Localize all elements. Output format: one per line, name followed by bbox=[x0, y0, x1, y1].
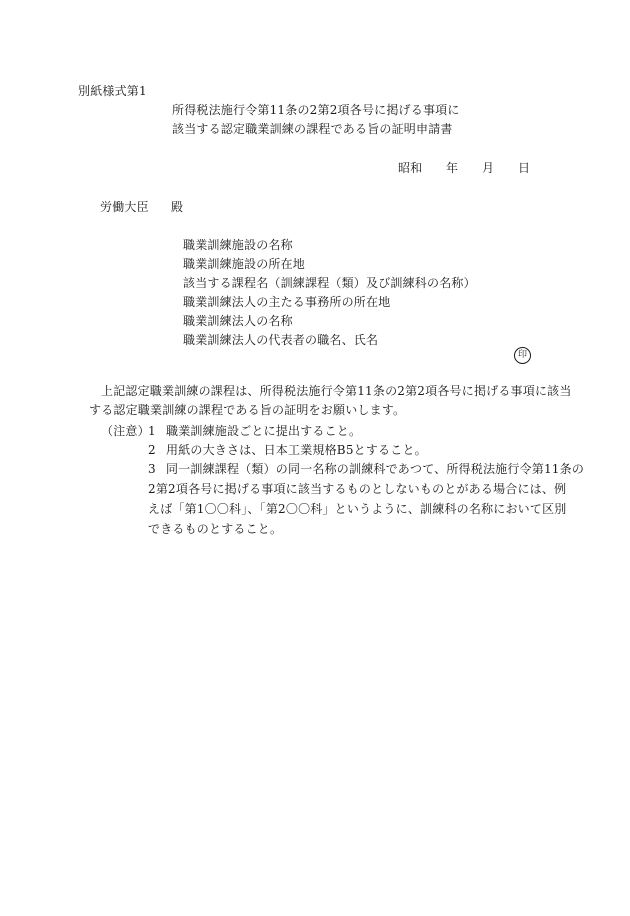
note-text: 用紙の大きさは、日本工業規格B5とすること。 bbox=[166, 443, 427, 457]
date-month: 月 bbox=[482, 161, 495, 175]
applicant-field: 職業訓練法人の代表者の職名、氏名 bbox=[183, 333, 379, 347]
note-number: 3 bbox=[148, 462, 156, 476]
note-text: 2第2項各号に掲げる事項に該当するものとしないものとがある場合には、例 bbox=[148, 482, 567, 496]
applicant-field: 職業訓練法人の主たる事務所の所在地 bbox=[183, 295, 391, 309]
date-year: 年 bbox=[446, 161, 459, 175]
document-title-line-1: 所得税法施行令第11条の2第2項各号に掲げる事項に bbox=[172, 103, 460, 117]
seal-mark: 印 bbox=[514, 347, 531, 364]
note-text: できるものとすること。 bbox=[148, 522, 283, 536]
addressee-honorific: 殿 bbox=[171, 200, 184, 214]
date-era: 昭和 bbox=[398, 161, 423, 175]
applicant-field: 該当する課程名（訓練課程（類）及び訓練科の名称） bbox=[183, 276, 476, 290]
note-number: 1 bbox=[148, 424, 156, 438]
form-label: 別紙様式第1 bbox=[78, 84, 147, 98]
addressee-name: 労働大臣 bbox=[100, 200, 149, 214]
applicant-field: 職業訓練施設の所在地 bbox=[183, 257, 306, 271]
note-text: えば「第1〇〇科」、「第2〇〇科」というように、訓練科の名称において区別 bbox=[148, 502, 567, 516]
notes-label: （注意） bbox=[101, 424, 150, 438]
document-title-line-2: 該当する認定職業訓練の課程である旨の証明申請書 bbox=[172, 122, 453, 136]
note-number: 2 bbox=[148, 443, 156, 457]
applicant-field: 職業訓練法人の名称 bbox=[183, 314, 293, 328]
note-text: 同一訓練課程（類）の同一名称の訓練科であつて、所得税法施行令第11条の bbox=[166, 462, 585, 476]
body-text-line-1: 上記認定職業訓練の課程は、所得税法施行令第11条の2第2項各号に掲げる事項に該当 bbox=[101, 384, 572, 398]
body-text-line-2: する認定職業訓練の課程である旨の証明をお願いします。 bbox=[89, 403, 406, 417]
applicant-field: 職業訓練施設の名称 bbox=[183, 238, 293, 252]
note-text: 職業訓練施設ごとに提出すること。 bbox=[166, 424, 362, 438]
date-day: 日 bbox=[518, 161, 531, 175]
